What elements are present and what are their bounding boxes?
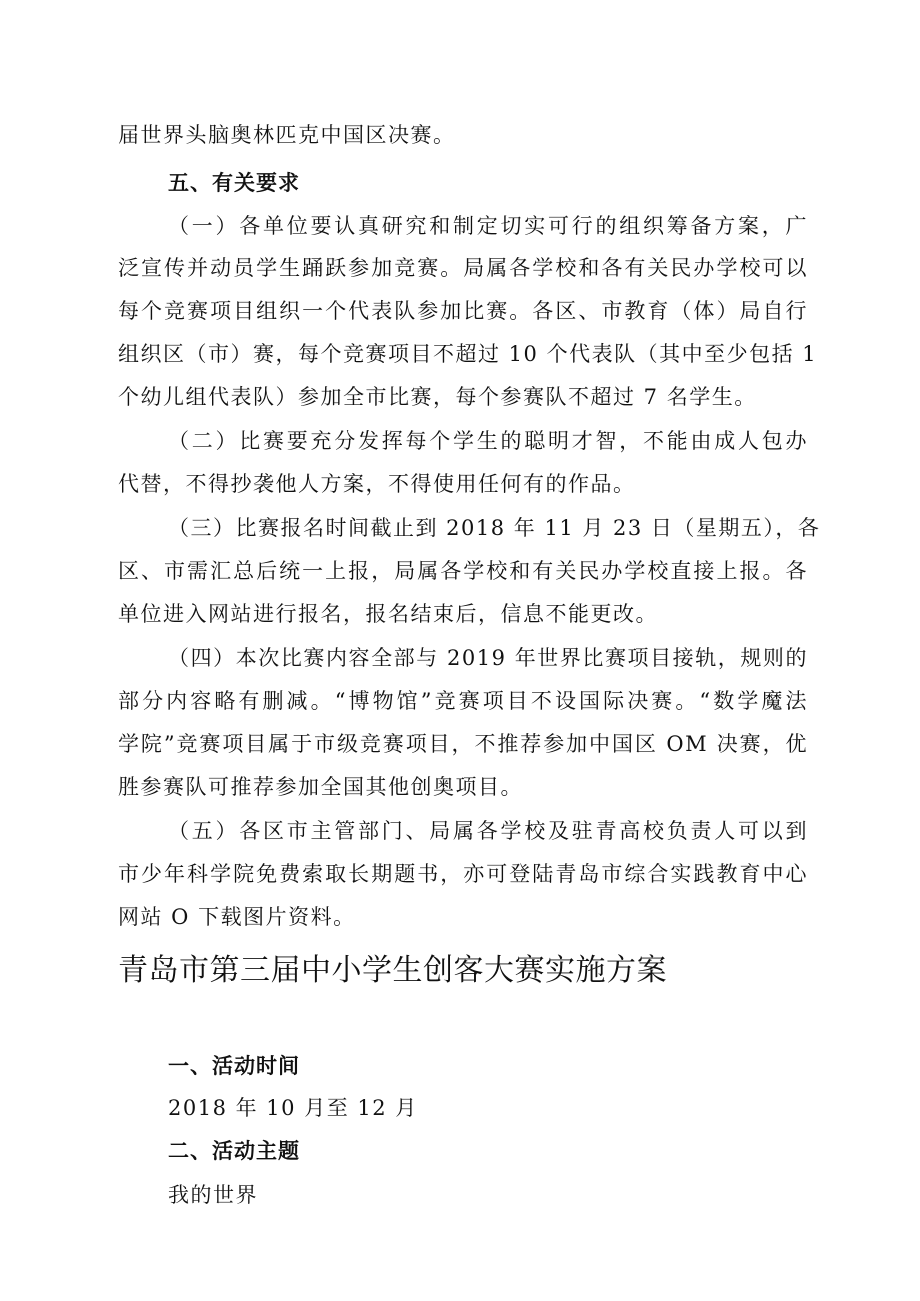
section-heading: 二、活动主题 <box>168 1139 300 1163</box>
paragraph-line: 每个竞赛项目组织一个代表队参加比赛。各区、市教育（体）局自行 <box>118 299 808 323</box>
paragraph-line: （二）比赛要充分发挥每个学生的聪明才智，不能由成人包办 <box>168 429 808 453</box>
paragraph-line: （三）比赛报名时间截止到 2018 年 11 月 23 日（星期五），各 <box>168 516 821 540</box>
section-heading: 一、活动时间 <box>168 1054 300 1078</box>
paragraph-line: 学院”竞赛项目属于市级竞赛项目，不推荐参加中国区 OM 决赛，优 <box>118 732 808 756</box>
paragraph-line: 组织区（市）赛，每个竞赛项目不超过 10 个代表队（其中至少包括 1 <box>118 342 818 366</box>
paragraph-line: 单位进入网站进行报名，报名结束后，信息不能更改。 <box>118 602 658 626</box>
section-body: 我的世界 <box>168 1183 258 1207</box>
paragraph-line: 胜参赛队可推荐参加全国其他创奥项目。 <box>118 775 523 799</box>
section-body: 2018 年 10 月至 12 月 <box>168 1096 418 1120</box>
paragraph-line: （四）本次比赛内容全部与 2019 年世界比赛项目接轨，规则的 <box>168 646 808 670</box>
document-title: 青岛市第三届中小学生创客大赛实施方案 <box>118 953 667 988</box>
paragraph-line: 部分内容略有删减。“博物馆”竞赛项目不设国际决赛。“数学魔法 <box>118 689 808 713</box>
paragraph-line: （五）各区市主管部门、局属各学校及驻青高校负责人可以到 <box>168 819 808 843</box>
paragraph-line: 泛宣传并动员学生踊跃参加竞赛。局属各学校和各有关民办学校可以 <box>118 256 808 280</box>
paragraph-line: 网站 O 下载图片资料。 <box>118 905 356 929</box>
paragraph-line: 届世界头脑奥林匹克中国区决赛。 <box>118 123 456 147</box>
section-heading: 五、有关要求 <box>168 171 300 195</box>
paragraph-line: 市少年科学院免费索取长期题书，亦可登陆青岛市综合实践教育中心 <box>118 862 808 886</box>
paragraph-line: （一）各单位要认真研究和制定切实可行的组织筹备方案，广 <box>168 214 808 238</box>
paragraph-line: 区、市需汇总后统一上报，局属各学校和有关民办学校直接上报。各 <box>118 559 808 583</box>
paragraph-line: 代替，不得抄袭他人方案，不得使用任何有的作品。 <box>118 472 636 496</box>
paragraph-line: 个幼儿组代表队）参加全市比赛，每个参赛队不超过 7 名学生。 <box>118 385 757 409</box>
